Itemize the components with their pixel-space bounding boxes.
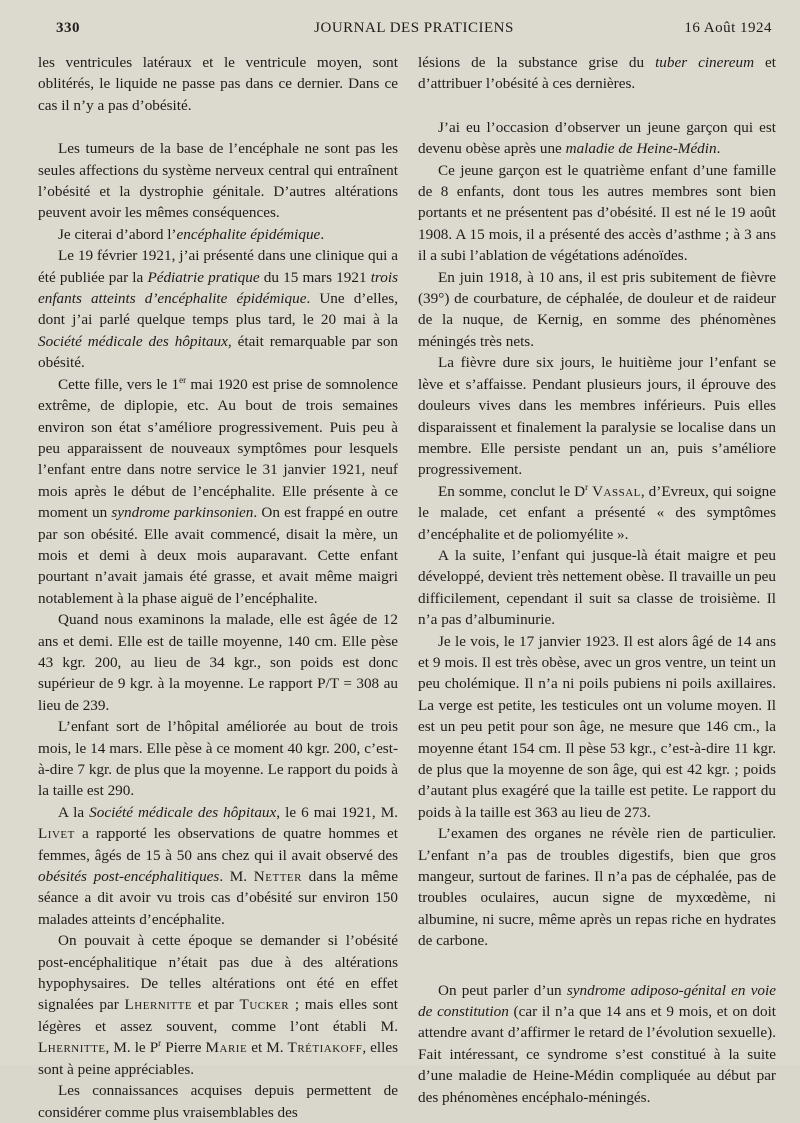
paragraph: L’enfant sort de l’hôpital améliorée au bout de trois mois, le 14 mars. Elle pèse à ce moment 40 kgr. 200, c’est-à-dire 7 kgr. de plus que la moyenne. Le rapport du poids à la taille est 290. [38, 718, 398, 800]
paragraph: En juin 1918, à 10 ans, il est pris subitement de fièvre (39°) de courbature, de céphalée, de douleur et de raideur de la nuque, de Kernig, en somme des phénomènes méningés très nets. [418, 268, 776, 350]
running-header [56, 20, 772, 42]
paragraph: lésions de la substance grise du tuber cinereum et d’attribuer l’obésité à ces dernières. [418, 54, 776, 93]
paragraph: Cette fille, vers le 1er mai 1920 est prise de somnolence extrême, de diplopie, etc. Au bout de trois semaines environ son état s’améliore progressivement. Puis peu à peu apparaissent de nouveaux symptômes pour lesquels l’enfant entre dans notre service le 31 janvier 1921, neuf mois après le début de l’encéphalite. Elle présente à ce moment un syndrome parkinsonien. On est frappé en outre par son obésité. Elle avait commencé, disait la mère, un mois et demi à deux mois auparavant. Cette enfant pourtant n’avait jamais été grasse, et avait même maigri notablement à la phase aiguë de l’encéphalite. [38, 374, 399, 607]
issue-date: 16 Août 1924 [684, 20, 772, 36]
paragraph: Je le vois, le 17 janvier 1923. Il est alors âgé de 14 ans et 9 mois. Il est très obèse, avec un gros ventre, un teint un peu cholémique. Il n’a ni poils pubiens ni poils axillaires. La verge est petite, les testicules ont un volume moyen. Il est un peu petit pour son âge, ne mesure que 146 cm., la moyenne étant 154 cm. Il pèse 53 kgr., c’est-à-dire 11 kgr. de plus que la moyenne de son âge, qui est 42 kgr. ; poids d’autant plus exagéré que la taille est petite. Le rapport du poids à la taille est 363 au lieu de 273. [418, 632, 776, 821]
paragraph: Quand nous examinons la malade, elle est âgée de 12 ans et demi. Elle est de taille moyenne, 140 cm. Elle pèse 43 kgr. 200, au lieu de 34 kgr., son poids est donc supérieur de 9 kgr. à la moyenne. Le rapport P/T = 308 au lieu de 239. [38, 611, 398, 714]
paragraph: Le 19 février 1921, j’ai présenté dans une clinique qui a été publiée par la Pédiatrie pratique du 15 mars 1921 trois enfants atteints d’encéphalite épidémique. Une d’elles, dont j’ai parlé quelque temps plus tard, le 20 mai à la Société médicale des hôpitaux, était remarquable par son obésité. [38, 247, 399, 372]
paragraph: On peut parler d’un syndrome adiposo-génital en voie de constitution (car il n’a que 14 ans et 9 mois, et on doit attendre avant d’affirmer le retard de l’évolution sexuelle). Fait intéressant, ce syndrome s’est constitué à la suite d’une maladie de Heine-Médin compliquée au début par des phénomènes encéphalo-méningés. [418, 981, 777, 1106]
paragraph: J’ai eu l’occasion d’observer un jeune garçon qui est devenu obèse après une maladie de Heine-Médin. [418, 118, 776, 158]
paragraph: A la Société médicale des hôpitaux, le 6 mai 1921, M. Livet a rapporté les observations de quatre hommes et femmes, âgés de 15 à 50 ans chez qui il avait observé des obésités post-encéphalitiques. M. Netter dans la même séance a dit avoir vu trois cas d’obésité sur environ 150 malades atteints d’encéphalite. [38, 803, 398, 928]
paragraph: A la suite, l’enfant qui jusque-là était maigre et peu développé, devient très nettement obèse. Il travaille un peu difficilement, cependant il suit sa classe de troisième. Il n’a pas d’albuminurie. [418, 546, 776, 629]
paragraph: Ce jeune garçon est le quatrième enfant d’une famille de 8 enfants, dont tous les autres membres sont bien portants et ne présentent pas d’obésité. Il est né le 19 août 1908. A 15 mois, il a présenté des accès d’asthme ; à 3 ans il a subi l’ablation de végétations adénoïdes. [418, 161, 776, 265]
right-column [418, 52, 776, 1108]
paragraph: On pouvait à cette époque se demander si l’obésité post-encéphalitique n’était pas due à des altérations hypophysaires. De telles altérations ont été en effet signalées par Lhernitte et par Tucker ; mais elles sont légères et assez souvent, comme l’ont établi M. Lhernitte, M. le $P^r$ Pierre Marie et M. Trétiakoff, elles sont à peine appréciables. [38, 932, 399, 1078]
paragraph: Les tumeurs de la base de l’encéphale ne sont pas les seules affections du système nerveux central qui entraînent l’obésité et la dystrophie génitale. D’autres altérations peuvent avoir les mêmes conséquences. [38, 140, 398, 222]
paragraph: En somme, conclut le $D^r$ Vassal, d’Evreux, qui soigne le malade, cet enfant a présenté « des symptômes d’encéphalite et de poliomyélite ». [418, 481, 776, 543]
paragraph: Les connaissances acquises depuis permettent de considérer comme plus vraisemblables des [38, 1082, 398, 1121]
paragraph: Je citerai d’abord l’encéphalite épidémique. [58, 225, 325, 243]
journal-title: JOURNAL DES PRATICIENS [314, 20, 514, 36]
page-number: 330 [56, 20, 80, 36]
paragraph: L’examen des organes ne révèle rien de particulier. L’enfant n’a pas de troubles digestifs, bien que gros mangeur, surtout de farines. Il n’a pas de céphalée, pas de troubles oculaires, aucun signe de myxœdème, ni albumine, ni sucre, même après un repas riche en hydrates de carbone. [418, 825, 776, 950]
paragraph: La fièvre dure six jours, le huitième jour l’enfant se lève et s’affaisse. Pendant plusieurs jours, il éprouve des douleurs vives dans les membres inférieurs. Puis elles disparaissent et finalement la paralysie se localise dans un membre. Elle persiste pendant un an, puis s’améliore progressivement. [418, 354, 776, 479]
left-column [38, 52, 398, 1123]
paragraph: les ventricules latéraux et le ventricule moyen, sont oblitérés, le liquide ne passe pas dans ce dernier. Dans ce cas il n’y a pas d’obésité. [38, 54, 398, 114]
